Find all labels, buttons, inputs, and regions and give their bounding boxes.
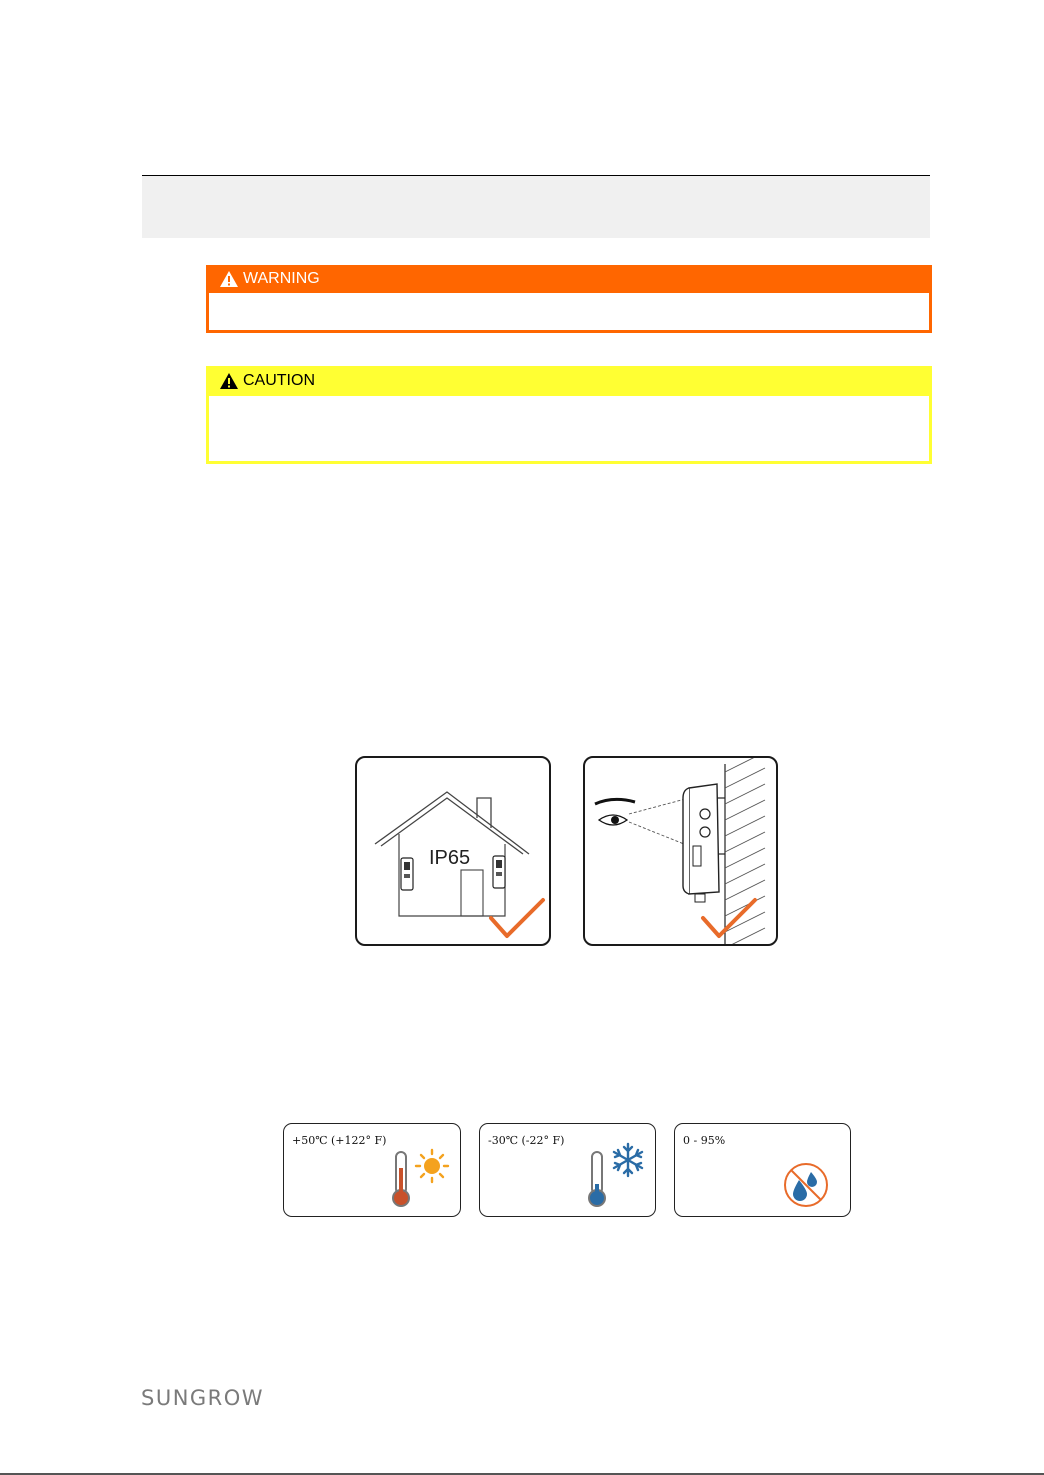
check-mark-icon	[703, 900, 755, 936]
max-temperature-label: +50℃ (+122° F)	[292, 1134, 387, 1147]
min-temperature-label: -30℃ (-22° F)	[488, 1134, 565, 1147]
brand-name: SUNGROW	[141, 1386, 265, 1410]
humidity-card	[674, 1123, 851, 1217]
max-temperature-card	[283, 1123, 461, 1217]
caution-triangle-icon	[219, 372, 239, 390]
sungrow-logo	[141, 1384, 293, 1410]
min-temperature-card	[479, 1123, 656, 1217]
humidity-label: 0 - 95%	[683, 1134, 726, 1147]
eye-level-installation-figure	[583, 756, 778, 946]
thermometer-hot-icon	[393, 1152, 409, 1206]
caution-label: CAUTION	[243, 372, 315, 389]
house-illustration	[357, 758, 549, 944]
ip65-label: IP65	[429, 847, 471, 869]
thermometer-cold-icon	[589, 1152, 605, 1206]
warning-label: WARNING	[243, 270, 320, 287]
caution-header	[206, 366, 932, 396]
caution-notice	[206, 366, 932, 464]
ip65-installation-figure	[355, 756, 551, 946]
snowflake-icon	[614, 1144, 642, 1176]
inverter-side-icon	[683, 784, 725, 902]
warning-notice	[206, 265, 932, 333]
check-mark-icon	[491, 900, 543, 936]
warning-triangle-icon	[219, 270, 239, 288]
no-condensation-icon	[785, 1164, 827, 1206]
warning-header	[206, 265, 932, 293]
eye-icon	[599, 815, 627, 825]
section-heading-band	[142, 176, 930, 238]
eyebrow-icon	[595, 799, 635, 804]
eye-level-illustration	[585, 758, 776, 944]
sun-icon	[416, 1150, 448, 1182]
